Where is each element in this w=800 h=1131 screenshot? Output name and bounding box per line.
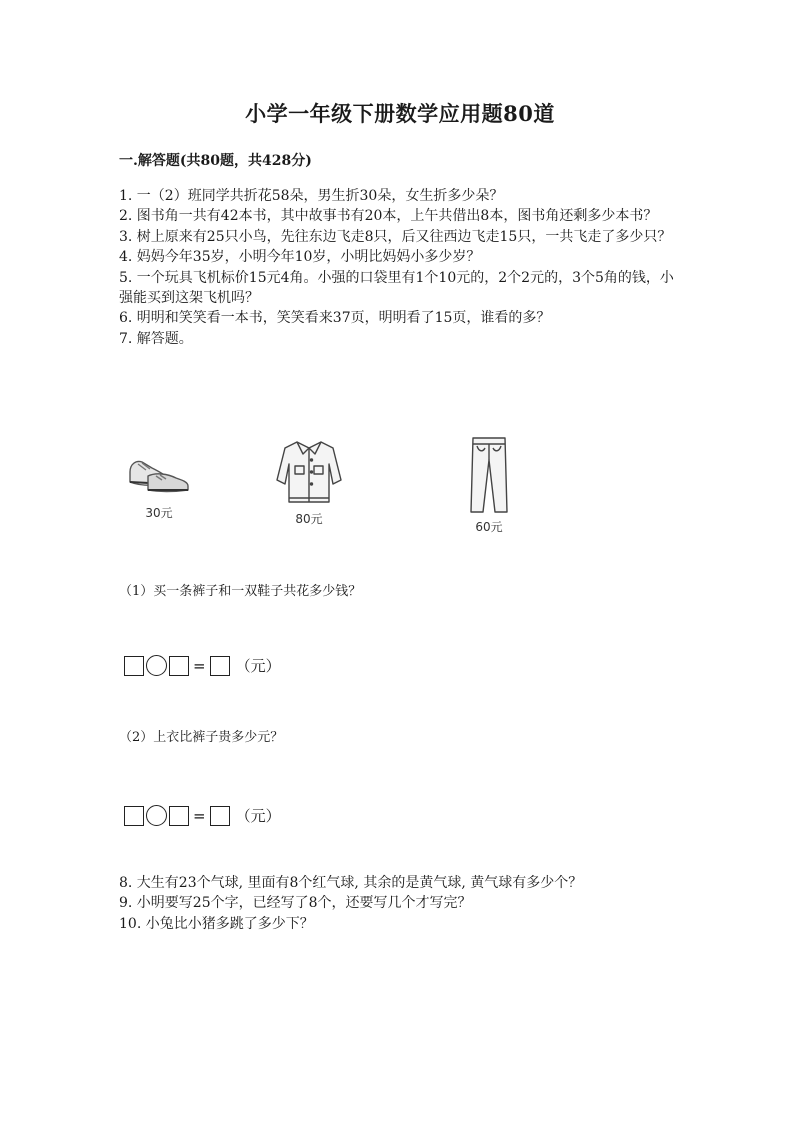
price-jacket: 80元 [295, 512, 323, 526]
answer-equation-2 [124, 805, 281, 826]
page-title: 小学一年级下册数学应用题80道 [245, 101, 555, 126]
question-2: 2. 图书角一共有42本书，其中故事书有20本，上午共借出8本，图书角还剩多少本书？ [119, 208, 658, 225]
shoes-icon [124, 442, 194, 502]
question-10: 10. 小兔比小猪多跳了多少下？ [119, 915, 314, 932]
equals-sign: = [193, 656, 206, 675]
answer-box[interactable] [124, 806, 144, 826]
subquestion-1: （1）买一条裤子和一双鞋子共花多少钱？ [119, 584, 362, 599]
question-8: 8. 大生有23个气球, 里面有8个红气球, 其余的是黄气球, 黄气球有多少个？ [119, 875, 583, 891]
operator-circle[interactable] [146, 805, 167, 826]
answer-equation-1 [124, 655, 281, 676]
section-header: 一.解答题(共80题，共428分) [119, 153, 312, 169]
answer-box[interactable] [210, 806, 230, 826]
price-shoes: 30元 [145, 506, 173, 520]
answer-box[interactable] [210, 656, 230, 676]
question-6: 6. 明明和笑笑看一本书，笑笑看来37页，明明看了15页，谁看的多？ [119, 310, 551, 327]
pants-icon [459, 434, 519, 516]
subquestion-2: （2）上衣比裤子贵多少元？ [119, 730, 284, 745]
jacket-icon [271, 436, 347, 508]
question-3: 3. 树上原来有25只小鸟，先往东边飞走8只，后又往西边飞走15只，一共飞走了多少只？ [119, 228, 672, 245]
answer-box[interactable] [124, 656, 144, 676]
equals-sign: = [193, 806, 206, 825]
question-5: 5. 一个玩具飞机标价15元4角。小强的口袋里有1个10元的，2个2元的，3个5角的钱，小强能买到这架飞机吗？ [119, 269, 674, 307]
answer-box[interactable] [169, 806, 189, 826]
unit-label: （元） [235, 657, 281, 675]
clothing-items [119, 434, 579, 544]
item-shoes [119, 442, 199, 521]
question-list-part1 [119, 186, 679, 349]
question-4: 4. 妈妈今年35岁，小明今年10岁，小明比妈妈小多少岁？ [119, 249, 481, 266]
operator-circle[interactable] [146, 655, 167, 676]
question-9: 9. 小明要写25个字，已经写了8个，还要写几个才写完？ [119, 895, 472, 912]
question-1: 1. 一（2）班同学共折花58朵，男生折30朵，女生折多少朵？ [119, 188, 504, 204]
price-pants: 60元 [475, 520, 503, 534]
question-list-part2 [119, 873, 679, 934]
item-pants [453, 434, 525, 535]
answer-box[interactable] [169, 656, 189, 676]
item-jacket [267, 436, 351, 527]
question-7: 7. 解答题。 [119, 330, 193, 347]
unit-label: （元） [235, 807, 281, 825]
